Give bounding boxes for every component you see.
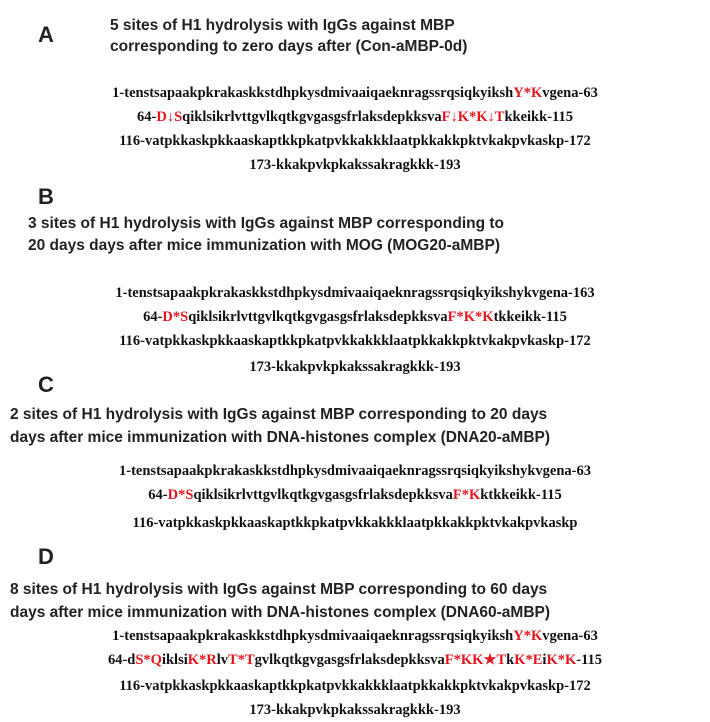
sequence-segment: qiklsikrlvttgvlkqtkgvgasgsfrlaksdepkksva [193, 487, 453, 503]
sequence-segment: 116-vatpkkaskpkkaaskaptkkpkatpvkkakkklaatpkkakkpktvkakpvkaskp-172 [119, 333, 591, 349]
panel-c-heading-line-2: days after mice immunization with DNA-histones complex (DNA20-aMBP) [10, 429, 551, 446]
sequence-segment: 1-tenstsapaakpkrakaskkstdhpkysdmivaaiqaeknragssrqsiqkyiksh [112, 85, 514, 101]
panel-d-heading-line-2: days after mice immunization with DNA-histones complex (DNA60-aMBP) [10, 604, 551, 621]
sequence-segment: 173-kkakpvkpkakssakragkkk-193 [249, 702, 461, 718]
panel-label-d: D [38, 544, 54, 569]
panel-label-c: C [38, 372, 54, 397]
sequence-segment: 64- [143, 309, 163, 325]
panel-a-heading-line-1: 5 sites of H1 hydrolysis with IgGs against MBP [110, 17, 455, 34]
sequence-segment: qiklsikrlvttgvlkqtkgvgasgsfrlaksdepkksva [182, 109, 442, 125]
cleavage-site: T*T [228, 652, 255, 668]
sequence-segment: vgena-63 [542, 628, 598, 644]
sequence-segment: 116-vatpkkaskpkkaaskaptkkpkatpvkkakkklaatpkkakkpktvkakpvkaskp-172 [119, 678, 591, 694]
sequence-segment: 1-tenstsapaakpkrakaskkstdhpkysdmivaaiqaeknragssrqsiqkyiksh [112, 628, 514, 644]
sequence-segment: qiklsikrlvttgvlkqtkgvgasgsfrlaksdepkksva [188, 309, 448, 325]
panel-d-heading-line-1: 8 sites of H1 hydrolysis with IgGs against MBP corresponding to 60 days [10, 581, 548, 598]
cleavage-site: D*S [162, 309, 189, 325]
panel-label-b: B [38, 184, 54, 209]
panel-c-sequence-line [0, 463, 710, 480]
cleavage-site: Y*K [513, 628, 543, 644]
panel-a-sequence-line [0, 133, 710, 150]
panel-b-heading-line-2: 20 days days after mice immunization with MOG (MOG20-aMBP) [28, 237, 500, 254]
sequence-segment: iklsi [161, 652, 188, 668]
cleavage-site: S*Q [135, 652, 162, 668]
sequence-segment: 64- [137, 109, 157, 125]
sequence-segment: -115 [576, 652, 603, 668]
panel-b-sequence-line [0, 333, 710, 350]
sequence-segment: 116-vatpkkaskpkkaaskaptkkpkatpvkkakkklaatpkkakkpktvkakpvkaskp-172 [119, 133, 591, 149]
panel-d-sequence-line [0, 628, 710, 645]
cleavage-site: Y*K [513, 85, 543, 101]
cleavage-site: F*K*K [447, 309, 494, 325]
sequence-segment: 1-tenstsapaakpkrakaskkstdhpkysdmivaaiqaeknragssrqsiqkyikshykvgena-163 [115, 285, 595, 301]
panel-b-sequence-line [0, 359, 710, 376]
cleavage-site: K*E [514, 652, 543, 668]
sequence-segment: tkkeikk-115 [493, 309, 567, 325]
panel-d-sequence-line [0, 678, 710, 695]
sequence-segment: 173-kkakpvkpkakssakragkkk-193 [249, 359, 461, 375]
panel-c-sequence-line [0, 515, 710, 532]
cleavage-site: K*R [187, 652, 217, 668]
panel-d-sequence-line [0, 652, 710, 669]
sequence-segment: 64-d [107, 652, 136, 668]
sequence-segment: kkeikk-115 [504, 109, 573, 125]
panel-a-sequence-line [0, 109, 710, 126]
panel-d-sequence-line [0, 702, 710, 719]
cleavage-site: K*K [546, 652, 577, 668]
panel-a-sequence-line [0, 85, 710, 102]
sequence-segment: 173-kkakpvkpkakssakragkkk-193 [249, 157, 461, 173]
panel-b-sequence-line [0, 285, 710, 302]
cleavage-site: D*S [167, 487, 194, 503]
sequence-segment: ktkkeikk-115 [480, 487, 562, 503]
sequence-segment: 64- [148, 487, 168, 503]
sequence-segment: lv [216, 652, 229, 668]
panel-a-sequence-line [0, 157, 710, 174]
panel-b-heading-line-1: 3 sites of H1 hydrolysis with IgGs against MBP corresponding to [28, 215, 504, 232]
cleavage-site: F*KK★T [444, 652, 507, 668]
cleavage-site: F↓K*K↓T [441, 109, 505, 125]
panel-c-sequence-line [0, 487, 710, 504]
panel-c-heading-line-1: 2 sites of H1 hydrolysis with IgGs against MBP corresponding to 20 days [10, 406, 548, 423]
cleavage-site: D↓S [156, 109, 183, 125]
sequence-segment: vgena-63 [542, 85, 598, 101]
sequence-segment: i [542, 652, 547, 668]
sequence-segment: k [506, 652, 515, 668]
panel-label-a: A [38, 22, 54, 47]
sequence-segment: 1-tenstsapaakpkrakaskkstdhpkysdmivaaiqaeknragssrqsiqkyikshykvgena-63 [119, 463, 591, 479]
panel-a-heading-line-2: corresponding to zero days after (Con-aMBP-0d) [110, 38, 468, 55]
sequence-segment: 116-vatpkkaskpkkaaskaptkkpkatpvkkakkklaatpkkakkpktvkakpvkaskp [132, 515, 578, 531]
panel-b-sequence-line [0, 309, 710, 326]
sequence-segment: gvlkqtkgvgasgsfrlaksdepkksva [254, 652, 445, 668]
cleavage-site: F*K [452, 487, 481, 503]
